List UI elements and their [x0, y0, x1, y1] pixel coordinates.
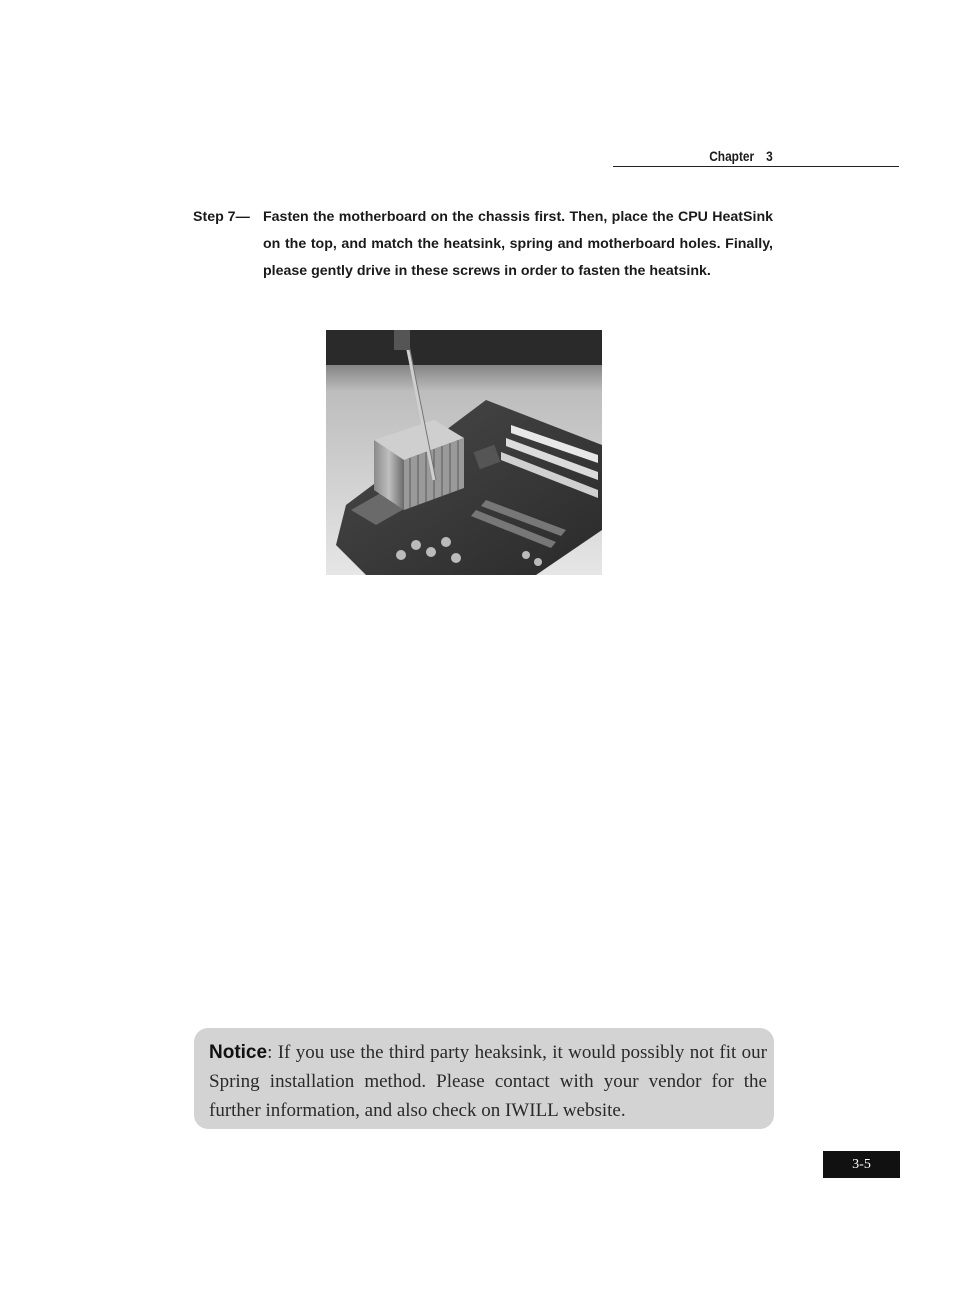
motherboard-heatsink-illustration: [326, 330, 602, 575]
chapter-number: 3: [766, 148, 773, 164]
step-label: Step 7—: [193, 209, 250, 225]
step-7-instruction: [193, 204, 773, 285]
chapter-header: [613, 148, 899, 167]
step-text: Fasten the motherboard on the chassis first. Then, place the CPU HeatSink on the top, and match the heatsink, spring and motherboard holes. Finally, please gently drive in these screws in order to fasten the heatsink.: [263, 209, 773, 279]
motherboard-heatsink-photo: [326, 330, 602, 575]
chapter-label: Chapter: [709, 148, 755, 164]
page-number: 3-5: [823, 1151, 900, 1178]
notice-box: [194, 1028, 774, 1129]
notice-label: Notice: [209, 1042, 268, 1063]
notice-text: : If you use the third party heaksink, it would possibly not fit our Spring installation method. Please contact with your vendor for the further information, and also check on IWILL website.: [209, 1042, 767, 1121]
chapter-title: [710, 148, 773, 164]
